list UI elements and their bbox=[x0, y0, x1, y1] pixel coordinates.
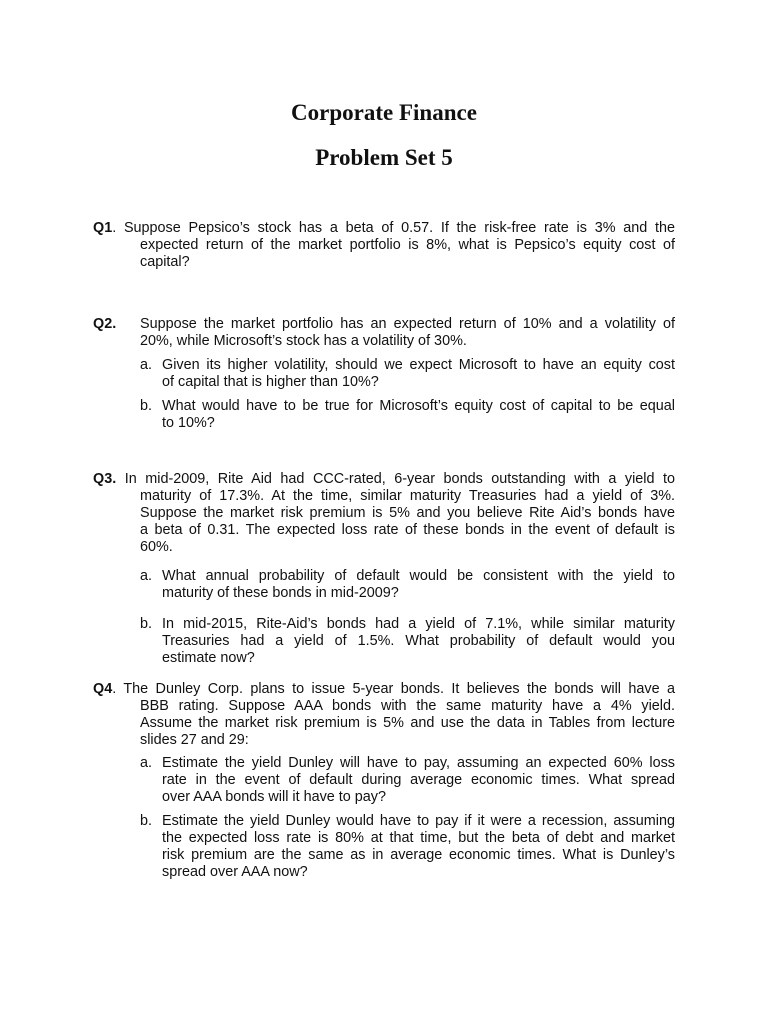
question-2-number: Q2. bbox=[93, 316, 117, 332]
part-label: b. bbox=[140, 398, 153, 414]
part-label: b. bbox=[140, 813, 153, 829]
question-1-line: expected return of the market portfolio is 8%, what is Pepsico’s equity cost of bbox=[140, 237, 675, 253]
question-4 bbox=[93, 681, 675, 698]
question-4-line: Q4. The Dunley Corp. plans to issue 5-year bonds. It believes the bonds will have a bbox=[93, 681, 675, 697]
question-1-line: capital? bbox=[140, 254, 190, 270]
part-label: b. bbox=[140, 616, 153, 632]
document-subtitle: Problem Set 5 bbox=[315, 145, 453, 170]
question-2-line: 20%, while Microsoft’s stock has a volatility of 30%. bbox=[140, 333, 467, 349]
question-3-continuation: maturity of 17.3%. At the time, similar maturity Treasuries had a yield of 3%. Suppose the market risk premium is 5% and you believe Rite Aid’s bonds have a beta of 0.31. The expected loss rate of these bonds in the event of default is 60%. bbox=[140, 488, 675, 555]
question-3-line: Q3. In mid-2009, Rite Aid had CCC-rated, 6-year bonds outstanding with a yield to bbox=[93, 471, 675, 487]
question-1-continuation bbox=[140, 237, 675, 271]
question-4-number: Q4 bbox=[93, 681, 113, 697]
question-2 bbox=[140, 316, 675, 350]
question-3-number: Q3. bbox=[93, 471, 117, 487]
question-2-line: Suppose the market portfolio has an expected return of 10% and a volatility of bbox=[140, 316, 675, 332]
question-1-line: Q1. Suppose Pepsico’s stock has a beta of 0.57. If the risk-free rate is 3% and the bbox=[93, 220, 675, 236]
question-4-continuation: BBB rating. Suppose AAA bonds with the same maturity have a 4% yield. Assume the market risk premium is 5% and use the data in Tables from lecture slides 27 and 29: bbox=[140, 698, 675, 748]
question-3 bbox=[93, 471, 675, 488]
question-1-number: Q1 bbox=[93, 220, 113, 236]
part-label: a. bbox=[140, 568, 153, 584]
document-page: Corporate Finance Problem Set 5 Q1. Suppose Pepsico’s stock has a beta of 0.57. If the risk-free rate is 3% and the expected return of the market portfolio is 8%, what is Pepsico’s equity cost of capital? Q2. Suppose the market portfolio has an expected return of 10% and a volatility of 20%, while Microsoft’s stock has a volatility of 30%. a. Given its higher volatility, should we expect Microsoft to have an equity cost of capital that is higher than 10%? b. What would have to be true for Microsoft’s equity cost of capital to be equal to 10%? Q3. In mid-2009, Rite Aid had CCC-rated, 6-year bonds outstanding with a yield to maturity of 17.3%. At the time, similar maturity Treasuries had a yield of 3%. Suppose the market risk premium is 5% and you believe Rite Aid’s bonds have a beta of 0.31. The expected loss rate of these bonds in the event of default is 60%. a. What annual probability of default would be consistent with the yield to maturity of these bonds in mid-2009? b. In mid-2015, Rite-Aid’s bonds had a yield of 7.1%, while similar maturity Treasuries had a yield of 1.5%. What probability of default would you estimate now? Q4. The Dunley Corp. plans to issue 5-year bonds. It believes the bonds will have a BBB rating. Suppose AAA bonds with the same maturity have a 4% yield. Assume the market risk premium is 5% and use the data in Tables from lecture slides 27 and 29: a. Estimate the yield Dunley will have to pay, assuming an expected 60% loss rate in the event of default during average economic times. What spread over AAA bonds will it have to pay? b. Estimate the yield Dunley would have to pay if it were a recession, assuming the expected loss rate is 80% at that time, but the beta of debt and market risk premium are the same as in average economic times. What is Dunley’s spread over AAA now? bbox=[0, 0, 768, 1024]
part-label: a. bbox=[140, 755, 153, 771]
document-title: Corporate Finance bbox=[291, 100, 477, 125]
question-1 bbox=[93, 220, 675, 237]
part-label: a. bbox=[140, 357, 153, 373]
